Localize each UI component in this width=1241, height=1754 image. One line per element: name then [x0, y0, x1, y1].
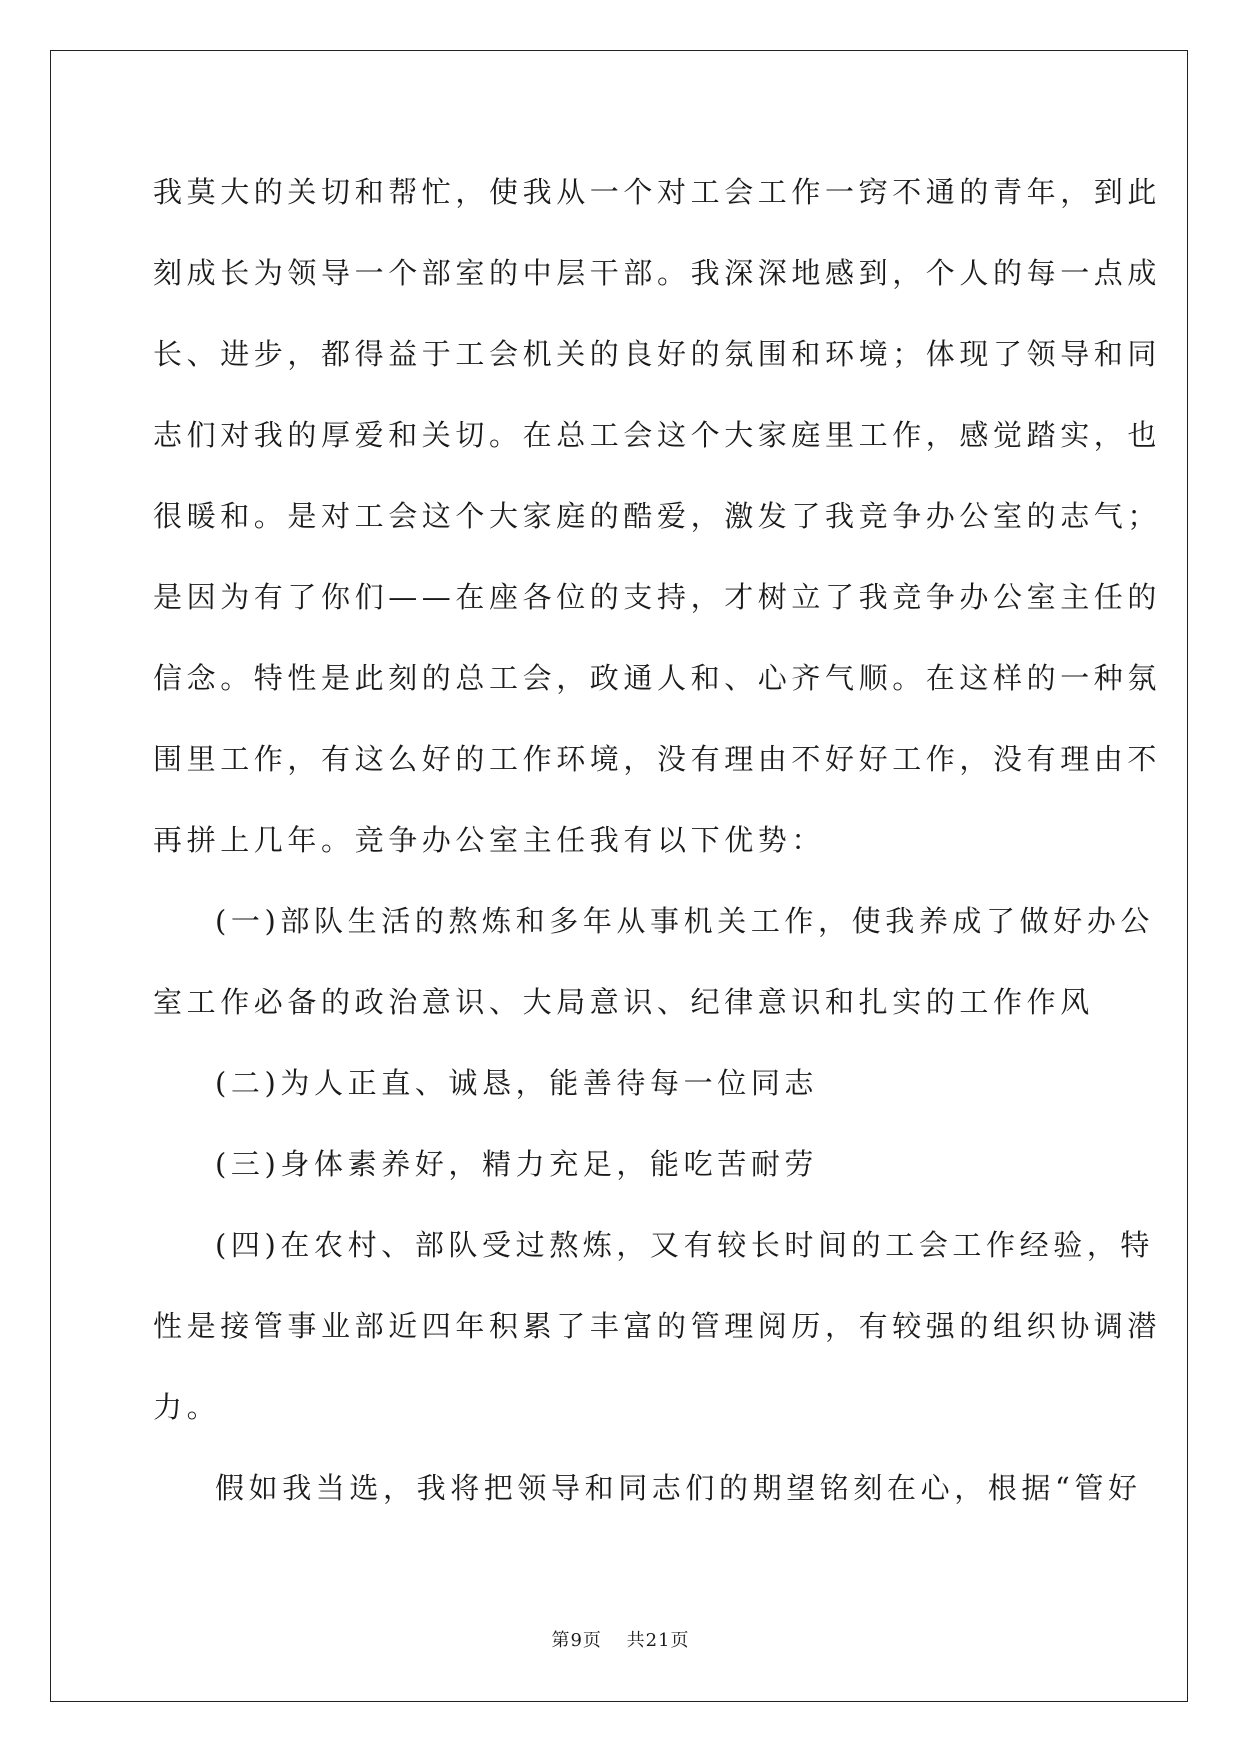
text-line: 长、进步，都得益于工会机关的良好的氛围和环境；体现了领导和同	[153, 337, 1162, 371]
text-line: (三)身体素养好，精力充足，能吃苦耐劳	[215, 1147, 819, 1181]
text-line: 再拼上几年。竞争办公室主任我有以下优势：	[153, 823, 826, 857]
text-line: 力。	[153, 1390, 221, 1424]
page-footer	[0, 1626, 1241, 1652]
text-line: (四)在农村、部队受过熬炼，又有较长时间的工会工作经验，特	[215, 1228, 1155, 1262]
page-number: 第9页	[551, 1630, 602, 1651]
text-line: 围里工作，有这么好的工作环境，没有理由不好好工作，没有理由不	[153, 742, 1162, 776]
text-line: 信念。特性是此刻的总工会，政通人和、心齐气顺。在这样的一种氛	[153, 661, 1162, 695]
page-total: 共21页	[626, 1630, 690, 1651]
text-line: 室工作必备的政治意识、大局意识、纪律意识和扎实的工作作风	[153, 985, 1094, 1019]
text-line: (二)为人正直、诚恳，能善待每一位同志	[215, 1066, 819, 1100]
text-line: 志们对我的厚爱和关切。在总工会这个大家庭里工作，感觉踏实，也	[153, 418, 1162, 452]
text-line: 刻成长为领导一个部室的中层干部。我深深地感到，个人的每一点成	[153, 256, 1162, 290]
text-line: 我莫大的关切和帮忙，使我从一个对工会工作一窍不通的青年，到此	[153, 175, 1162, 209]
document-body	[153, 162, 1162, 1539]
text-line: 很暖和。是对工会这个大家庭的酷爱，激发了我竞争办公室的志气；	[153, 499, 1162, 533]
text-line: (一)部队生活的熬炼和多年从事机关工作，使我养成了做好办公	[215, 904, 1155, 938]
text-line: 性是接管事业部近四年积累了丰富的管理阅历，有较强的组织协调潜	[153, 1309, 1162, 1343]
text-line: 是因为有了你们——在座各位的支持，才树立了我竞争办公室主任的	[153, 580, 1162, 614]
text-line: 假如我当选，我将把领导和同志们的期望铭刻在心，根据“管好	[215, 1471, 1142, 1505]
